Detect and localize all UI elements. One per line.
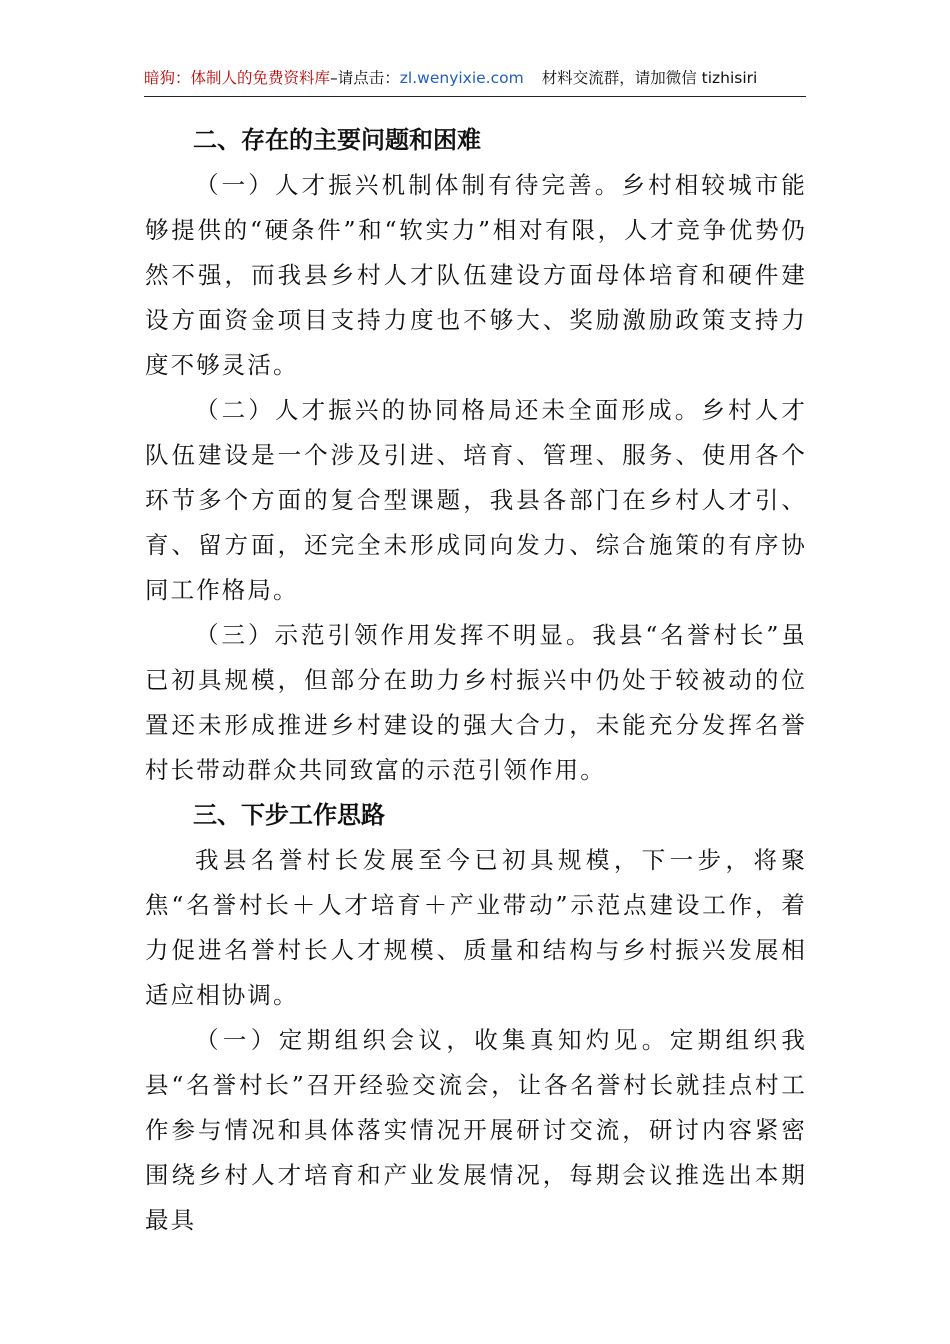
header-wechat-note: 材料交流群，请加微信 tizhisiri — [541, 69, 758, 87]
header-link[interactable]: zl.wenyixie.com — [399, 69, 524, 87]
header-brand: 暗狗：体制人的免费资料库 — [144, 69, 331, 87]
section-heading-next-steps: 三、下步工作思路 — [193, 801, 385, 829]
paragraph: 我县名誉村长发展至今已初具规模，下一步，将聚焦“名誉村长＋人才培育＋产业带动”示范点建设工作，着力促进名誉村长人才规模、质量和结构与乡村振兴发展相适应相协调。 — [145, 846, 807, 1009]
document-body — [145, 118, 807, 1243]
header-click-prompt: –请点击： — [330, 69, 400, 87]
page-header — [144, 60, 806, 97]
paragraph: （二）人才振兴的协同格局还未全面形成。乡村人才队伍建设是一个涉及引进、培育、管理、服务、使用各个环节多个方面的复合型课题，我县各部门在乡村人才引、育、留方面，还完全未形成同向发力、综合施策的有序协同工作格局。 — [145, 396, 807, 604]
section-heading-problems: 二、存在的主要问题和困难 — [193, 126, 481, 154]
paragraph: （三）示范引领作用发挥不明显。我县“名誉村长”虽已初具规模，但部分在助力乡村振兴中仍处于较被动的位置还未形成推进乡村建设的强大合力，未能充分发挥名誉村长带动群众共同致富的示范引领作用。 — [145, 621, 807, 784]
paragraph: （一）定期组织会议，收集真知灼见。定期组织我县“名誉村长”召开经验交流会，让各名誉村长就挂点村工作参与情况和具体落实情况开展研讨交流，研讨内容紧密围绕乡村人才培育和产业发展情况，每期会议推选出本期最具 — [145, 1026, 807, 1234]
paragraph: （一）人才振兴机制体制有待完善。乡村相较城市能够提供的“硬条件”和“软实力”相对有限，人才竞争优势仍然不强，而我县乡村人才队伍建设方面母体培育和硬件建设方面资金项目支持力度也不够大、奖励激励政策支持力度不够灵活。 — [145, 171, 807, 379]
